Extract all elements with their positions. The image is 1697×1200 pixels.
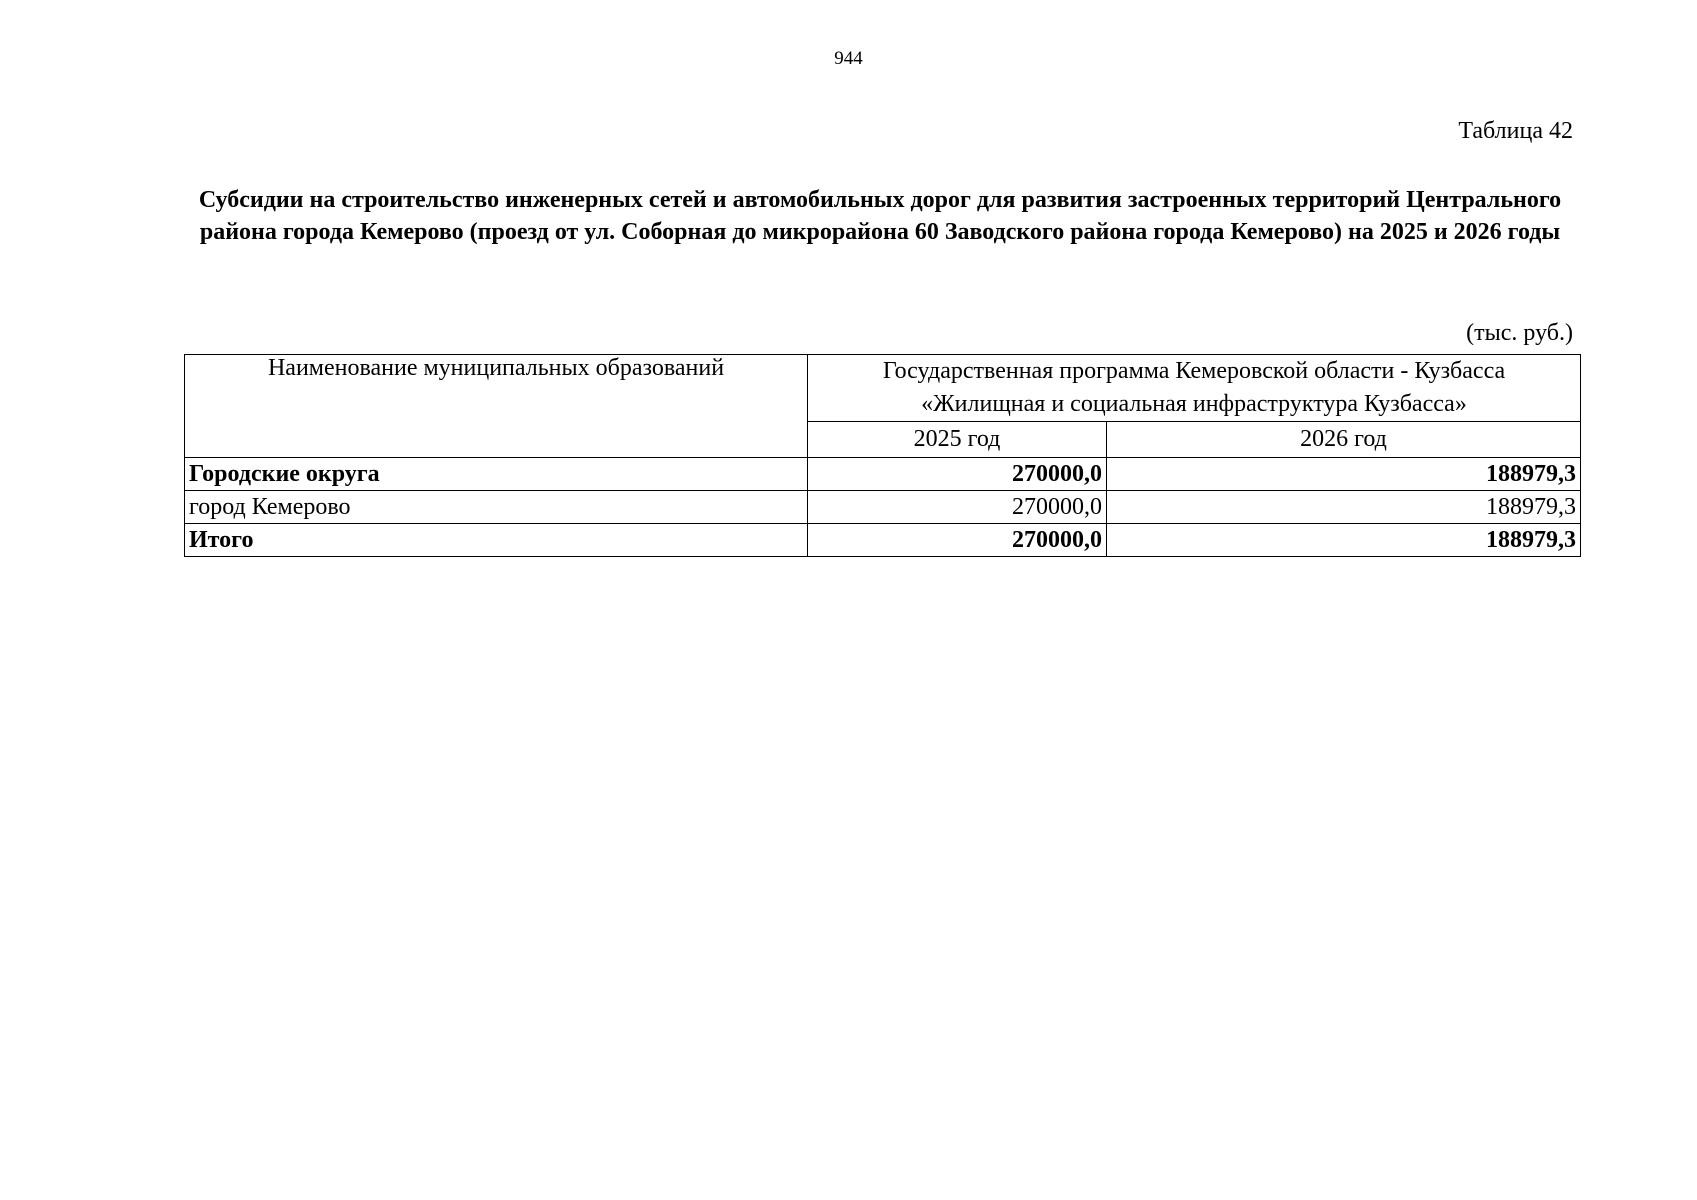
row-name: Городские округа <box>185 458 808 491</box>
program-header-line-1: Государственная программа Кемеровской области - Кузбасса <box>882 358 1506 384</box>
table-label: Таблица 42 <box>1458 118 1573 144</box>
year-2025-header: 2025 год <box>808 422 1107 458</box>
table-row-total <box>185 524 1581 557</box>
program-header-line-2: «Жилищная и социальная инфраструктура Кузбасса» <box>921 391 1467 417</box>
row-value-2025: 270000,0 <box>808 524 1107 557</box>
table-row-kemerovo <box>185 491 1581 524</box>
year-2026-header: 2026 год <box>1107 422 1581 458</box>
page-number: 944 <box>834 48 863 69</box>
row-name: Итого <box>185 524 808 557</box>
table-row-urban-districts <box>185 458 1581 491</box>
row-value-2026: 188979,3 <box>1107 458 1581 491</box>
row-name: город Кемерово <box>185 491 808 524</box>
program-header <box>808 355 1581 422</box>
row-value-2026: 188979,3 <box>1107 524 1581 557</box>
row-value-2026: 188979,3 <box>1107 491 1581 524</box>
units-label: (тыс. руб.) <box>1466 320 1573 346</box>
municipality-name-header: Наименование муниципальных образований <box>185 355 808 458</box>
document-title: Субсидии на строительство инженерных сетей и автомобильных дорог для развития застроенных территорий Центрального района города Кемерово (проезд от ул. Соборная до микрорайона 60 Заводского района города Кемерово) на 2025 и 2026 годы <box>198 187 1562 245</box>
row-value-2025: 270000,0 <box>808 458 1107 491</box>
table-header-row <box>185 355 1581 422</box>
subsidy-table <box>184 354 1581 557</box>
row-value-2025: 270000,0 <box>808 491 1107 524</box>
